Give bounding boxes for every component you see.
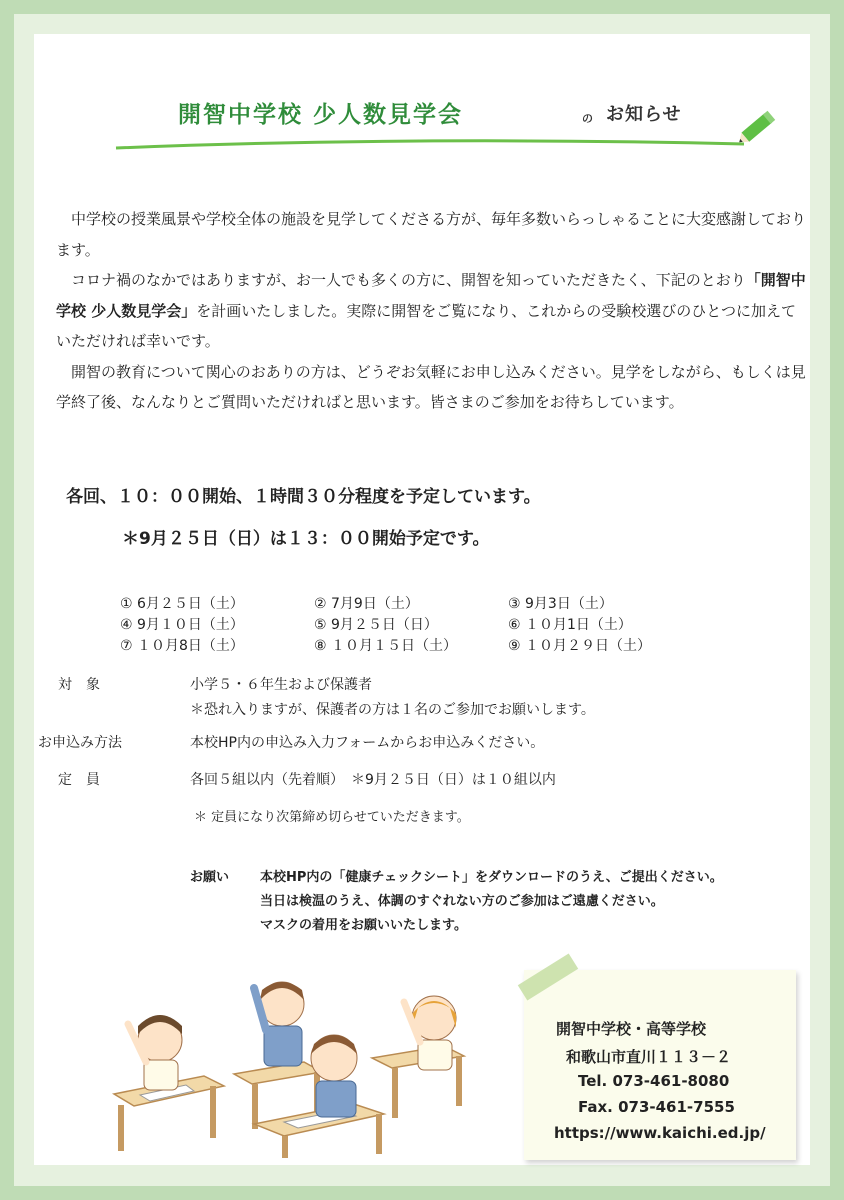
date-item: ③ 9月3日（土） <box>508 596 613 612</box>
school-fax: Fax. 073-461-7555 <box>578 1098 735 1116</box>
intro-paragraph-2: コロナ禍のなかではありますが、お一人でも多くの方に、開智を知っていただきたく、下記のとおり「開智中学校 少人数見学会」を計画いたしました。実際に開智をご覧になり、これからの受験校選びのひとつに加えていただければ幸いです。 <box>56 271 806 350</box>
target-note: ＊恐れ入りますが、保護者の方は１名のご参加でお願いします。 <box>190 702 595 718</box>
date-item: ④ 9月１０日（土） <box>120 617 244 633</box>
flyer-title <box>114 96 774 166</box>
date-row <box>120 594 702 615</box>
school-website-link[interactable]: https://www.kaichi.ed.jp/ <box>554 1124 766 1142</box>
apply-method-label: お申込み方法 <box>38 735 122 751</box>
apply-method-value: 本校HP内の申込み入力フォームからお申込みください。 <box>190 735 545 751</box>
date-row <box>120 615 702 636</box>
date-item: ⑧ １０月１５日（土） <box>314 638 458 654</box>
contact-card <box>524 970 796 1160</box>
schedule-exception: ＊9月２５日（日）は１３：００開始予定です。 <box>122 529 490 549</box>
date-item: ⑨ １０月２９日（土） <box>508 638 652 654</box>
date-item: ⑦ １０月8日（土） <box>120 638 244 654</box>
intro-paragraph-1: 中学校の授業風景や学校全体の施設を見学してくださる方が、毎年多数いらっしゃることに大変感謝しております。 <box>56 210 807 259</box>
pencil-icon <box>734 102 784 152</box>
event-name-bold: 「開智中学校 少人数見学会」 <box>56 271 806 320</box>
request-line-1: 本校HP内の「健康チェックシート」をダウンロードのうえ、ご提出ください。 <box>260 870 723 885</box>
school-name: 開智中学校・高等学校 <box>556 1020 707 1038</box>
school-tel: Tel. 073-461-8080 <box>578 1072 730 1090</box>
title-particle: の <box>582 112 593 125</box>
title-main: 開智中学校 少人数見学会 <box>178 102 464 128</box>
school-address: 和歌山市直川１１３－２ <box>566 1048 732 1066</box>
date-list <box>120 594 702 657</box>
date-item: ① 6月２５日（土） <box>120 596 244 612</box>
intro-text <box>56 204 808 418</box>
students-illustration <box>104 974 484 1159</box>
intro-paragraph-3: 開智の教育について関心のおありの方は、どうぞお気軽にお申し込みください。見学をしながら、もしくは見学終了後、なんなりとご質問いただければと思います。皆さまのご参加をお待ちしています。 <box>56 362 806 411</box>
target-value: 小学５・６年生および保護者 <box>190 677 372 693</box>
capacity-value: 各回５組以内（先着順） ＊9月２５日（日）は１０組以内 <box>190 772 556 788</box>
date-item: ⑤ 9月２５日（日） <box>314 617 438 633</box>
page-frame <box>14 14 830 1186</box>
request-label: お願い <box>190 870 230 885</box>
title-tail: お知らせ <box>606 104 682 125</box>
date-row <box>120 636 702 657</box>
date-item: ② 7月9日（土） <box>314 596 419 612</box>
title-underline <box>114 130 754 156</box>
capacity-label: 定 員 <box>58 772 100 788</box>
capacity-note: ＊ 定員になり次第締め切らせていただきます。 <box>194 810 470 825</box>
target-label: 対 象 <box>58 677 100 693</box>
schedule-main: 各回、１０：００開始、１時間３０分程度を予定しています。 <box>66 487 541 507</box>
date-item: ⑥ １０月1日（土） <box>508 617 632 633</box>
tape-decoration <box>518 953 578 1000</box>
request-line-3: マスクの着用をお願いいたします。 <box>260 918 467 933</box>
request-line-2: 当日は検温のうえ、体調のすぐれない方のご参加はご遠慮ください。 <box>260 894 664 909</box>
flyer-sheet <box>34 34 810 1165</box>
